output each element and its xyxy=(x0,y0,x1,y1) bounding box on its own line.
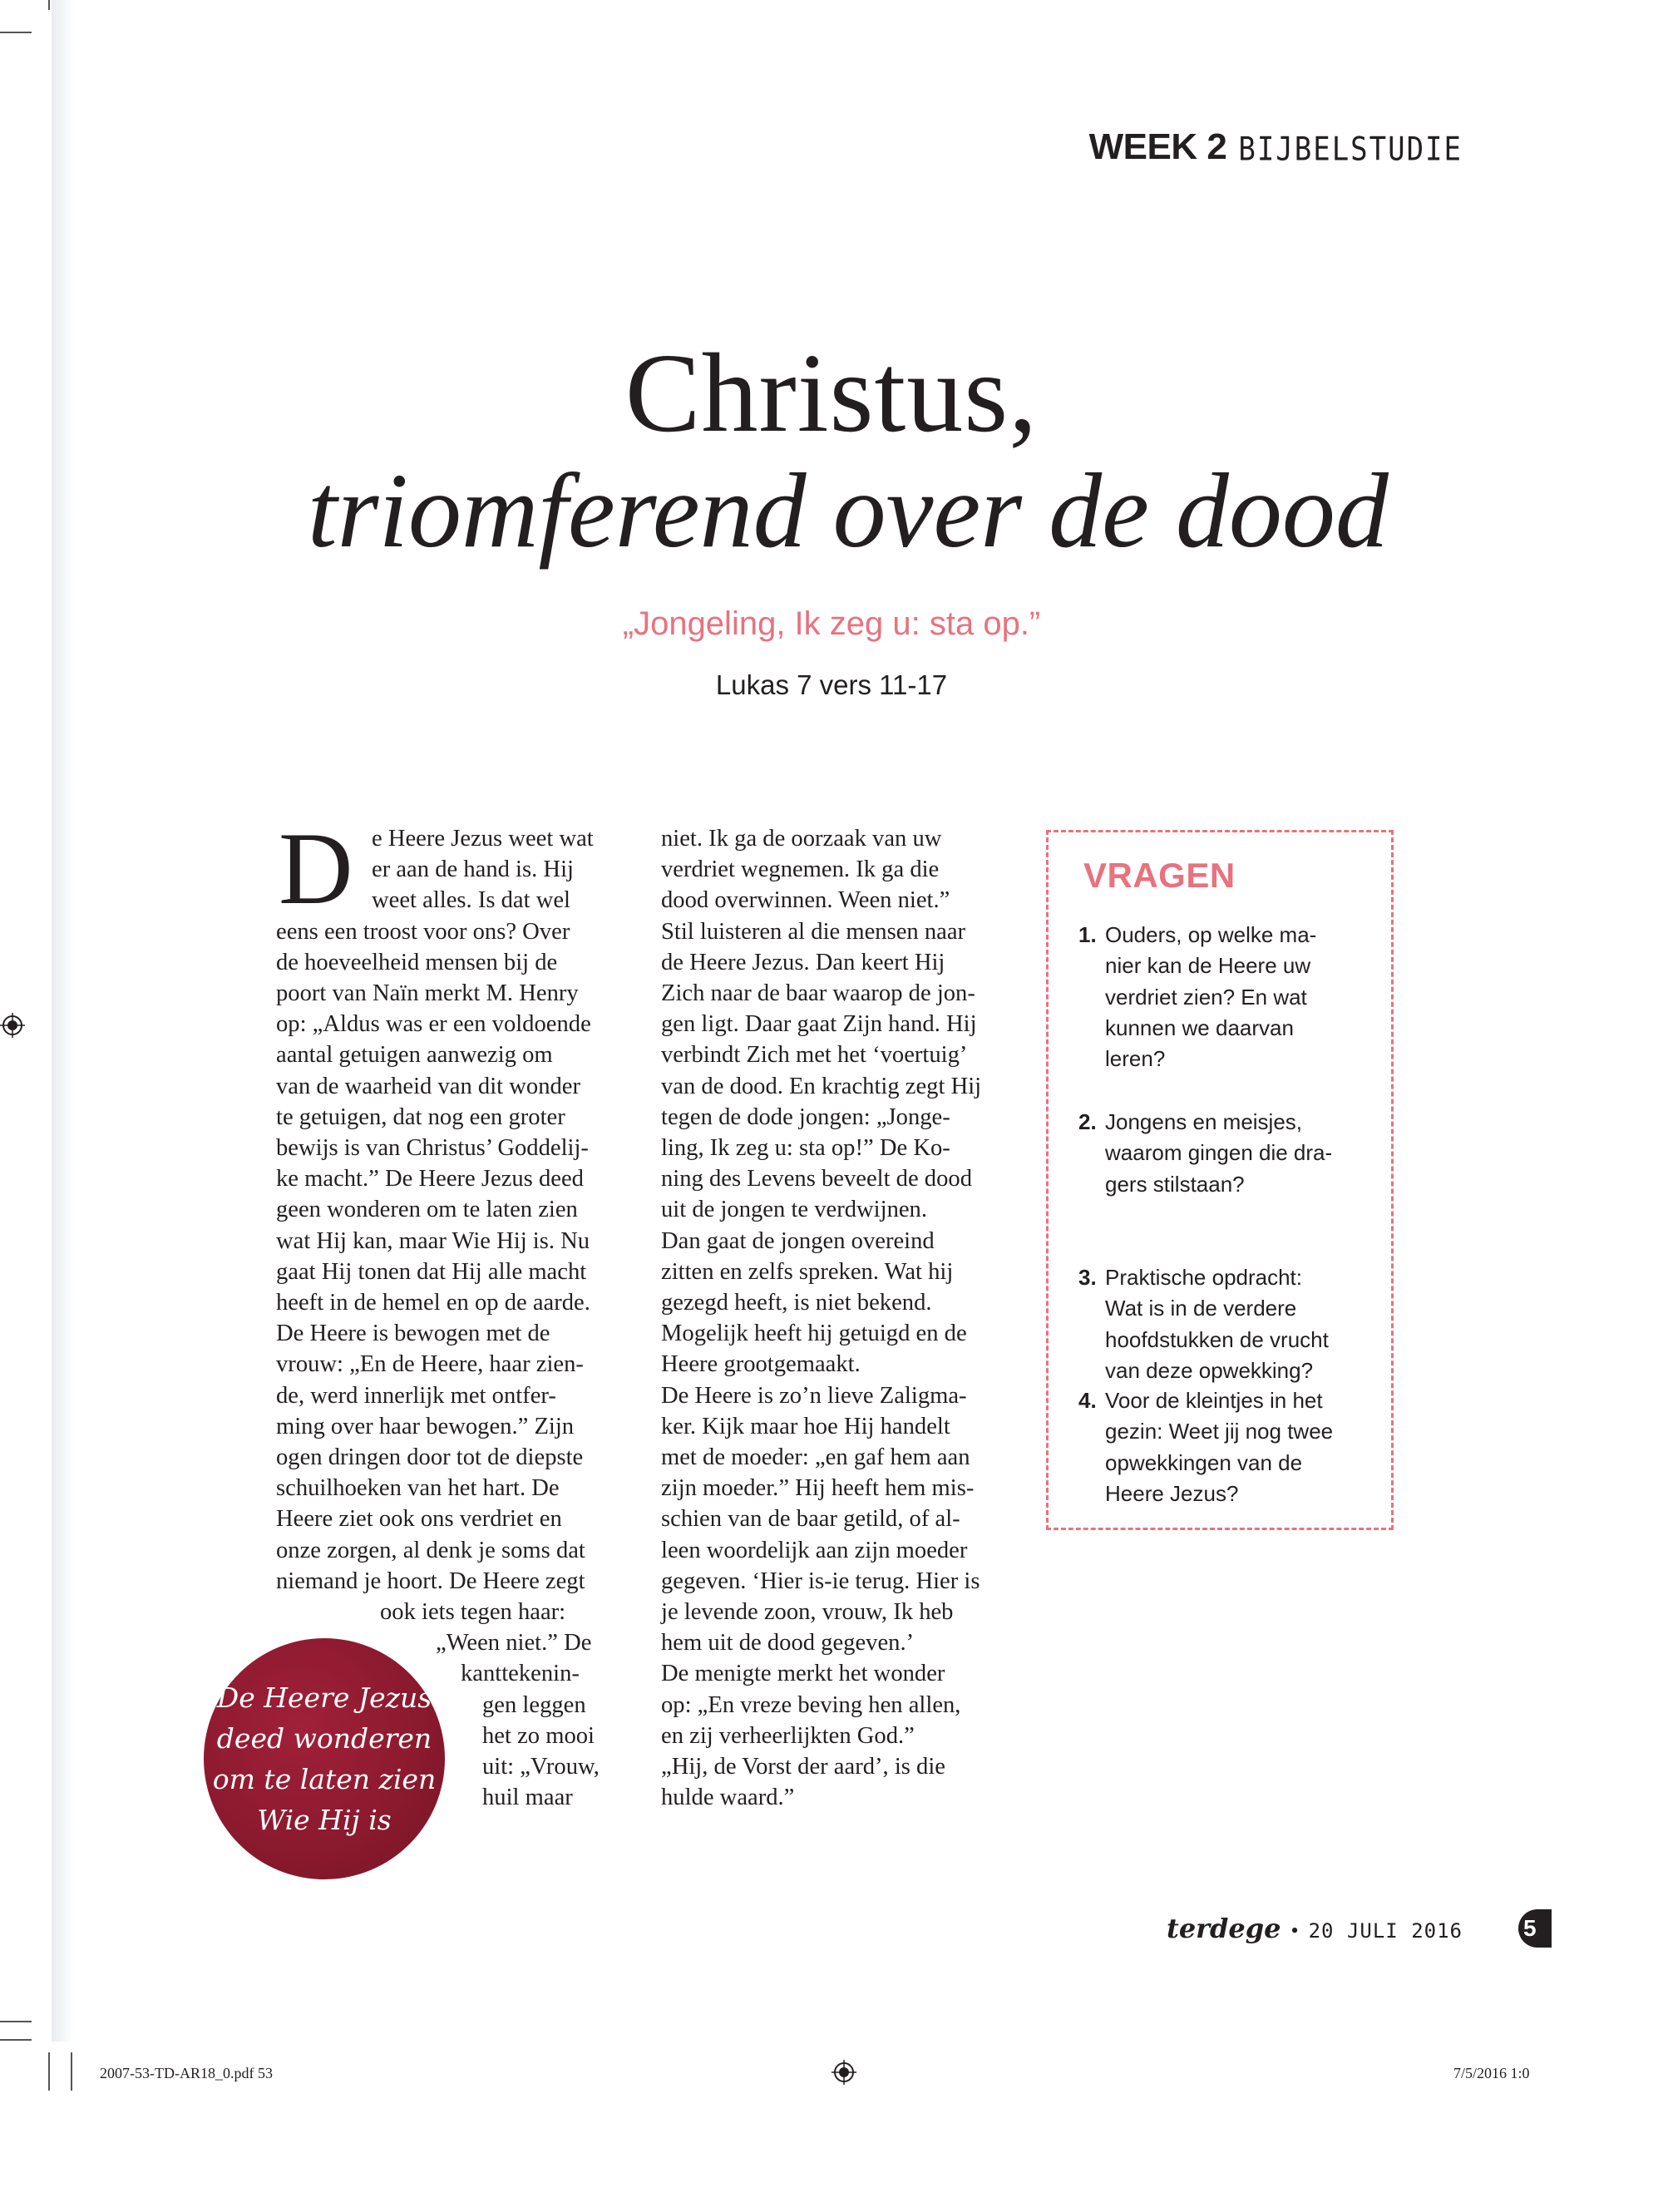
article-line: verdriet wegnemen. Ik ga die xyxy=(661,857,940,883)
article-line: met de moeder: „en gaf hem aan xyxy=(661,1444,970,1471)
question-line: Heere Jezus? xyxy=(1105,1480,1239,1506)
article-line: ogen dringen door tot de diepste xyxy=(276,1444,584,1471)
article-line: zijn moeder.” Hij heeft hem mis- xyxy=(661,1475,975,1502)
article-line: gaat Hij tonen dat Hij alle macht xyxy=(276,1258,587,1285)
article-line: wat Hij kan, maar Wie Hij is. Nu xyxy=(276,1227,590,1254)
question-line: Praktische opdracht: xyxy=(1105,1265,1303,1290)
article-line: gen leggen xyxy=(482,1691,586,1718)
question-number: 2. xyxy=(1078,1109,1097,1134)
section-label: BIJBELSTUDIE xyxy=(1238,131,1463,169)
article-line: poort van Naïn merkt M. Henry xyxy=(276,980,579,1007)
article-column-2 xyxy=(661,823,1019,1814)
pull-quote-line: Wie Hij is xyxy=(257,1804,392,1836)
article-line: het zo mooi xyxy=(482,1722,595,1749)
article-line: aantal getuigen aanwezig om xyxy=(276,1042,553,1069)
article-line: hem uit de dood gegeven.’ xyxy=(661,1630,915,1657)
drop-cap: D xyxy=(279,812,353,926)
article-line: de Heere Jezus. Dan keert Hij xyxy=(661,949,945,975)
article-line: je levende zoon, vrouw, Ik heb xyxy=(661,1599,954,1626)
article-line: er aan de hand is. Hij xyxy=(372,857,574,883)
registration-mark-icon xyxy=(832,2060,856,2085)
article-line: schuilhoeken van het hart. De xyxy=(276,1475,560,1502)
article-line: Zich naar de baar waarop de jon- xyxy=(661,980,975,1007)
article-line: Mogelijk heeft hij getuigd en de xyxy=(661,1321,967,1347)
article-line: van de waarheid van dit wonder xyxy=(276,1073,581,1099)
article-line: leen woordelijk aan zijn moeder xyxy=(661,1537,968,1563)
article-line: op: „En vreze beving hen allen, xyxy=(661,1691,961,1718)
week-label: WEEK 2 xyxy=(1088,126,1227,167)
question-line: van deze opwekking? xyxy=(1105,1357,1314,1383)
article-line: bewijs is van Christus’ Goddelij- xyxy=(276,1135,589,1162)
article-line: eens een troost voor ons? Over xyxy=(276,918,570,945)
question-text xyxy=(1105,1262,1329,1386)
crop-mark xyxy=(71,2052,72,2091)
article-line: de hoeveelheid mensen bij de xyxy=(276,949,558,975)
question-number: 1. xyxy=(1078,922,1097,947)
article-line: ling, Ik zeg u: sta op!” De Ko- xyxy=(661,1135,950,1162)
question-line: Wat is in de verdere xyxy=(1105,1296,1297,1321)
article-line: onze zorgen, al denk je soms dat xyxy=(276,1537,585,1563)
crop-mark xyxy=(48,0,50,10)
question-text xyxy=(1105,1385,1333,1509)
article-line: uit: „Vrouw, xyxy=(482,1754,600,1780)
bible-quote: „Jongeling, Ik zeg u: sta op.” xyxy=(622,605,1041,642)
question-line: gers stilstaan? xyxy=(1105,1171,1245,1197)
magazine-name: terdege xyxy=(1167,1913,1281,1944)
article-line: op: „Aldus was er een voldoende xyxy=(276,1011,591,1038)
article-line: Stil luisteren al die mensen naar xyxy=(661,918,966,945)
article-line: De Heere is bewogen met de xyxy=(276,1321,550,1347)
article-line: ker. Kijk maar hoe Hij handelt xyxy=(661,1413,950,1439)
article-line: weet alles. Is dat wel xyxy=(372,887,570,914)
article-line: niet. Ik ga de oorzaak van uw xyxy=(661,826,942,852)
question-line: waarom gingen die dra- xyxy=(1105,1140,1333,1166)
page-number-tab: 5 xyxy=(1518,1909,1552,1948)
questions-box xyxy=(1046,830,1394,1530)
question-line: Jongens en meisjes, xyxy=(1105,1109,1303,1134)
section-header xyxy=(1089,126,1463,168)
article-line: ook iets tegen haar: xyxy=(380,1599,566,1626)
article-line: kanttekenin- xyxy=(461,1661,580,1687)
article-line: Heere ziet ook ons verdriet en xyxy=(276,1506,562,1533)
registration-mark-icon xyxy=(0,1013,25,1038)
article-line: te getuigen, dat nog een groter xyxy=(276,1104,565,1130)
bible-reference: Lukas 7 vers 11-17 xyxy=(715,669,948,700)
article-line: De Heere is zo’n lieve Zaligma- xyxy=(661,1382,967,1409)
article-line: schien van de baar getild, of al- xyxy=(661,1506,960,1533)
article-line: huil maar xyxy=(482,1785,573,1811)
article-line: niemand je hoort. De Heere zegt xyxy=(276,1568,585,1594)
crop-mark xyxy=(0,32,32,33)
article-line: dood overwinnen. Ween niet.” xyxy=(661,887,950,914)
article-line: „Ween niet.” De xyxy=(436,1630,592,1657)
article-line: gegeven. ‘Hier is-ie terug. Hier is xyxy=(661,1568,980,1594)
article-line: van de dood. En krachtig zegt Hij xyxy=(661,1073,982,1099)
page-footer xyxy=(1167,1913,1463,1944)
article-line: vrouw: „En de Heere, haar zien- xyxy=(276,1351,584,1378)
article-line: uit de jongen te verdwijnen. xyxy=(661,1197,928,1223)
question-line: Ouders, op welke ma- xyxy=(1105,922,1317,947)
page-edge-strip xyxy=(52,0,75,2042)
article-line: e Heere Jezus weet wat xyxy=(372,826,594,852)
article-line: geen wonderen om te laten zien xyxy=(276,1197,578,1223)
questions-title: VRAGEN xyxy=(1083,856,1236,895)
question-line: opwekkingen van de xyxy=(1105,1449,1303,1475)
article-line: ning des Levens beveelt de dood xyxy=(661,1166,972,1192)
crop-mark xyxy=(48,2052,50,2091)
crop-mark xyxy=(0,2021,32,2022)
print-slug-file: 2007-53-TD-AR18_0.pdf 53 xyxy=(100,2065,273,2081)
article-line: Dan gaat de jongen overeind xyxy=(661,1227,935,1254)
question-number: 4. xyxy=(1078,1388,1097,1413)
article-line: Heere grootgemaakt. xyxy=(661,1351,861,1378)
article-line: De menigte merkt het wonder xyxy=(661,1661,945,1687)
question-number: 3. xyxy=(1078,1265,1097,1290)
question-line: kunnen we daarvan xyxy=(1105,1015,1294,1040)
question-line: leren? xyxy=(1105,1046,1166,1072)
pull-quote-line: deed wonderen xyxy=(216,1722,432,1755)
print-slug-timestamp: 7/5/2016 1:0 xyxy=(1453,2065,1530,2081)
article-line: verbindt Zich met het ‘voertuig’ xyxy=(661,1042,968,1069)
article-line: gezegd heeft, is niet bekend. xyxy=(661,1290,932,1316)
page-title: Christus, xyxy=(624,331,1039,456)
question-line: hoofdstukken de vrucht xyxy=(1105,1326,1329,1352)
question-text xyxy=(1105,920,1316,1074)
article-line: zitten en zelfs spreken. Wat hij xyxy=(661,1258,954,1285)
pull-quote-line: om te laten zien xyxy=(212,1763,437,1795)
page-subtitle: triomferend over de dood xyxy=(308,452,1389,570)
question-text xyxy=(1105,1107,1332,1200)
article-line: gen ligt. Daar gaat Zijn hand. Hij xyxy=(661,1011,977,1038)
pull-quote-circle xyxy=(204,1638,445,1879)
article-line: tegen de dode jongen: „Jonge- xyxy=(661,1104,950,1130)
article-line: hulde waard.” xyxy=(661,1785,795,1811)
article-line: ming over haar bewogen.” Zijn xyxy=(276,1413,575,1439)
crop-mark xyxy=(0,2039,32,2041)
pull-quote-line: De Heere Jezus xyxy=(216,1681,432,1714)
article-line: en zij verheerlijkten God.” xyxy=(661,1722,915,1749)
question-line: gezin: Weet jij nog twee xyxy=(1105,1419,1334,1444)
footer-separator: • xyxy=(1290,1918,1299,1943)
article-line: ke macht.” De Heere Jezus deed xyxy=(276,1166,584,1192)
article-line: de, werd innerlijk met ontfer- xyxy=(276,1382,556,1409)
question-line: verdriet zien? En wat xyxy=(1105,984,1307,1010)
article-line: heeft in de hemel en op de aarde. xyxy=(276,1290,590,1316)
issue-date: 20 JULI 2016 xyxy=(1308,1919,1463,1943)
article-line: „Hij, de Vorst der aard’, is die xyxy=(661,1754,945,1780)
question-line: Voor de kleintjes in het xyxy=(1105,1388,1323,1413)
pull-quote-text xyxy=(213,1677,436,1840)
question-line: nier kan de Heere uw xyxy=(1105,953,1311,979)
